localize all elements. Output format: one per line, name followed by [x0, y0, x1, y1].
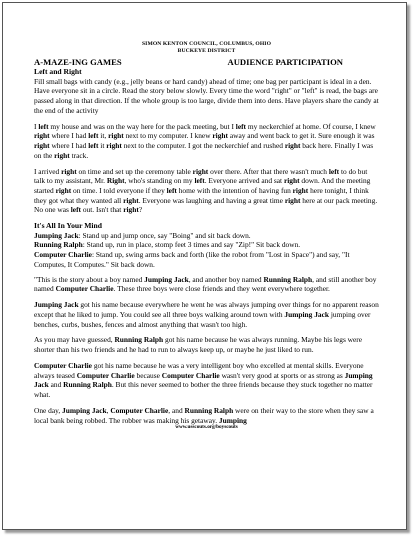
- text-run: As you may have guessed,: [34, 335, 115, 345]
- role-desc: : Stand up, run in place, stomp feet 3 times and say "Zip!" Sit back down.: [82, 240, 301, 250]
- bold-word: right: [34, 141, 50, 150]
- bold-word: right: [292, 186, 309, 195]
- role-item: [34, 250, 350, 269]
- title-row: [34, 57, 379, 67]
- bold-word: Jumping Jack: [284, 309, 329, 319]
- bold-word: Computer Charlie: [34, 361, 92, 370]
- text-run: my house and was on the way here for the pack meeting, but I: [48, 121, 236, 131]
- text-run: . But this never seemed to bother the three friends because they stuck together no matter what.: [34, 380, 373, 400]
- bold-word: Jumping: [218, 415, 247, 425]
- text-run: . These three boys were close friends and they went everywhere together.: [113, 284, 330, 294]
- text-run: it,: [98, 131, 109, 141]
- council-header: [34, 41, 379, 54]
- bold-word: Computer Charlie: [110, 406, 169, 415]
- bold-word: Running Ralph: [63, 380, 112, 390]
- bold-word: left: [88, 131, 99, 141]
- document-content: [34, 41, 379, 430]
- heading-left-and-right: Left and Right: [34, 67, 82, 77]
- text-run: I: [34, 121, 39, 131]
- bold-word: Running Ralph: [114, 335, 164, 345]
- bold-word: left: [70, 205, 82, 215]
- left-right-instructions: Fill small bags with candy (e.g., jelly beans or hard candy) ahead of time; one bag per participant is ideal in a den. Have everyone sit in a circle. Read the story below slowly. Every time the word "right" or "left" is read, the bags are passed along in that direction. If the whole group is too large, divide them into dens. Have players share the candy at the end of the activity: [34, 76, 379, 115]
- text-run: ?: [138, 205, 143, 215]
- role-desc: : Stand up, swing arms back and forth (like the robot from "Lost in Space") and say, "It Computes, It Computes." Sit back down.: [34, 250, 350, 269]
- text-run: next to my computer. I knew: [123, 131, 213, 141]
- bold-word: right: [212, 131, 228, 141]
- text-run: , and still another boy named: [34, 274, 377, 294]
- text-run: jumping over benches, curbs, bushes, fences and almost anything that wasn't too high.: [34, 309, 371, 329]
- text-run: on time and set up the ceremony table: [76, 166, 193, 176]
- bold-word: left: [235, 121, 247, 131]
- bold-word: Computer Charlie: [76, 370, 135, 380]
- bold-word: Jumping Jack: [34, 300, 79, 310]
- text-run: were on their way to the store when they saw a local bank being robbed. The robber was making his getaway.: [34, 406, 374, 425]
- text-run: "This is the story about a boy named: [34, 274, 145, 284]
- bold-word: right: [123, 195, 139, 205]
- role-list: [34, 231, 379, 270]
- role-item: [34, 231, 251, 240]
- district-line: BUCKEYE DISTRICT: [177, 47, 236, 54]
- text-run: wasn't very good at sports or as strong as: [219, 370, 345, 380]
- footer-url[interactable]: www.usscouts.org/boyscouts: [175, 424, 238, 431]
- text-run: over there. After that there wasn't much: [208, 166, 329, 176]
- bold-word: right: [34, 131, 50, 141]
- text-run: ,: [106, 406, 111, 415]
- text-run: because: [134, 370, 162, 380]
- bold-word: Computer Charlie: [55, 284, 114, 294]
- text-run: down. And the meeting started: [34, 176, 371, 195]
- story-paragraph: [34, 361, 379, 400]
- org-line: SIMON KENTON COUNCIL, COLUMBUS, OHIO: [141, 41, 272, 47]
- bold-word: Right: [106, 176, 125, 186]
- bold-word: Jumping Jack: [34, 370, 373, 390]
- bold-word: Jumping Jack: [62, 406, 107, 415]
- text-run: , and another boy named: [188, 274, 264, 284]
- text-run: it: [98, 141, 107, 150]
- bold-word: right: [284, 141, 301, 150]
- story-paragraph: [34, 300, 379, 329]
- text-run: where I had: [49, 131, 89, 141]
- text-run: my neckerchief at home. Of course, I knew: [246, 121, 376, 131]
- category-title: AUDIENCE PARTICIPATION: [227, 57, 343, 68]
- role-desc: : Stand up and jump once, say "Boing" and sit back down.: [78, 230, 251, 240]
- text-run: got his name because everywhere he went he was always jumping over things for no apparent reason except that he liked to jump. You could see all three boys walking around town with: [34, 300, 379, 319]
- bold-word: Running Ralph: [263, 274, 313, 284]
- text-run: , who's standing on my: [124, 176, 195, 186]
- left-right-story-paragraph: [34, 167, 379, 216]
- bold-word: left: [194, 176, 205, 186]
- bold-word: right: [106, 141, 122, 150]
- text-run: got his name because he was always running. Maybe his legs were shorter than his two friends and he had to run to always keep up, or maybe he just liked to run.: [34, 335, 363, 355]
- story-paragraph: [34, 406, 379, 425]
- text-run: . Everyone arrived and sat: [204, 176, 284, 186]
- bold-word: right: [61, 166, 77, 176]
- bold-word: right: [108, 131, 124, 141]
- bold-word: right: [55, 186, 72, 195]
- text-run: here tonight, I think they got what they wanted all: [34, 186, 369, 205]
- document-page: [2, 2, 407, 530]
- text-run: . Everyone was laughing and having a great time: [138, 195, 285, 205]
- bold-word: left: [328, 166, 340, 176]
- text-run: back here. Finally I was on the: [34, 141, 374, 160]
- text-run: got his name because he was a very intelligent boy who excelled at mental skills. Everyone always teased: [34, 361, 364, 380]
- text-run: out. Isn't that: [81, 205, 124, 215]
- bold-word: right: [283, 176, 300, 186]
- text-run: next to the computer. I got the neckerchief and rushed: [121, 141, 285, 150]
- bold-word: left: [88, 141, 99, 150]
- bold-word: right: [54, 150, 70, 160]
- bold-word: right: [284, 195, 301, 205]
- text-run: here at our pack meeting. No one was: [34, 195, 378, 215]
- text-run: I arrived: [34, 166, 62, 176]
- role-name: Computer Charlie: [34, 250, 92, 260]
- bold-word: Running Ralph: [184, 406, 234, 415]
- bold-word: Computer Charlie: [161, 370, 220, 380]
- text-run: track.: [69, 150, 89, 160]
- left-right-story-paragraph: [34, 122, 379, 161]
- text-run: where I had: [49, 141, 89, 150]
- text-run: away and went back to get it. Sure enough it was: [228, 131, 375, 141]
- text-run: , and: [168, 406, 185, 415]
- text-run: One day,: [34, 406, 63, 415]
- story-paragraph: [34, 335, 379, 354]
- text-run: and: [48, 380, 64, 390]
- bold-word: left: [38, 121, 49, 131]
- heading-all-in-your-mind: It's All In Your Mind: [34, 221, 102, 231]
- role-item: [34, 240, 300, 249]
- bold-word: left: [166, 186, 177, 195]
- text-run: to do but talk to my assistant, Mr.: [34, 166, 368, 186]
- story-paragraph: [34, 275, 379, 294]
- section-title: A-MAZE-ING GAMES: [34, 57, 122, 68]
- text-run: on time. I told everyone if they: [71, 186, 167, 195]
- bold-word: right: [123, 205, 139, 215]
- bold-word: right: [192, 166, 209, 176]
- role-name: Running Ralph: [34, 240, 83, 250]
- role-name: Jumping Jack: [34, 230, 79, 240]
- bold-word: Jumping Jack: [144, 274, 189, 284]
- text-run: home with the intention of having fun: [176, 186, 293, 195]
